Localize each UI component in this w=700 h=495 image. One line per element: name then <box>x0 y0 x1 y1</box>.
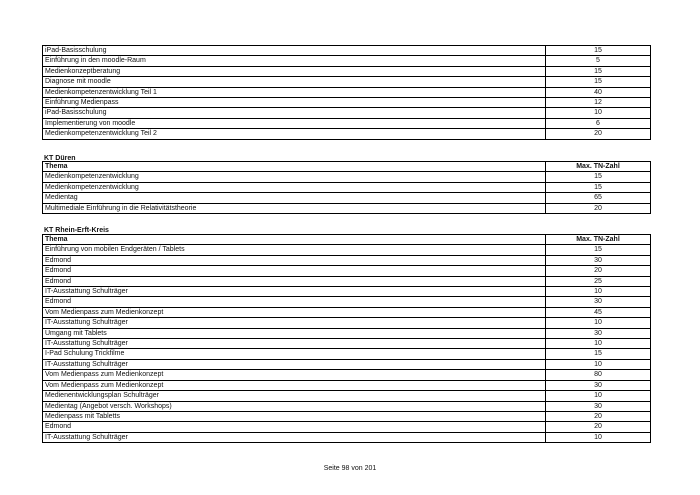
cell-max-tn-zahl: 10 <box>546 287 651 297</box>
cell-thema: Medienpass mit Tabletts <box>43 411 546 421</box>
table-row <box>43 380 651 390</box>
cell-thema: Medienkonzeptberatung <box>43 66 546 76</box>
cell-thema: Vom Medienpass zum Medienkonzept <box>43 307 546 317</box>
table-row <box>43 432 651 442</box>
cell-max-tn-zahl: 30 <box>546 401 651 411</box>
cell-thema: Umgang mit Tablets <box>43 328 546 338</box>
cell-thema: Vom Medienpass zum Medienkonzept <box>43 380 546 390</box>
cell-thema: iPad-Basisschulung <box>43 108 546 118</box>
cell-max-tn-zahl: 30 <box>546 380 651 390</box>
cell-max-tn-zahl: 20 <box>546 422 651 432</box>
cell-max-tn-zahl: 15 <box>546 245 651 255</box>
cell-max-tn-zahl: 15 <box>546 349 651 359</box>
cell-max-tn-zahl: 10 <box>546 339 651 349</box>
cell-thema: Edmond <box>43 255 546 265</box>
cell-thema: IT-Ausstattung Schulträger <box>43 432 546 442</box>
table-section-1 <box>42 45 651 140</box>
table-row <box>43 193 651 203</box>
cell-max-tn-zahl: 80 <box>546 370 651 380</box>
table-row <box>43 307 651 317</box>
table-row <box>43 108 651 118</box>
cell-thema: Medientag (Angebot versch. Workshops) <box>43 401 546 411</box>
cell-max-tn-zahl: 10 <box>546 391 651 401</box>
cell-max-tn-zahl: 40 <box>546 87 651 97</box>
cell-max-tn-zahl: 15 <box>546 77 651 87</box>
cell-max-tn-zahl: 20 <box>546 203 651 213</box>
page-footer: Seite 98 von 201 <box>323 465 377 472</box>
cell-max-tn-zahl: 5 <box>546 56 651 66</box>
column-header-thema: Thema <box>43 162 546 172</box>
cell-max-tn-zahl: 30 <box>546 297 651 307</box>
cell-thema: I-Pad Schulung Trickfilme <box>43 349 546 359</box>
cell-thema: IT-Ausstattung Schulträger <box>43 339 546 349</box>
cell-thema: Edmond <box>43 266 546 276</box>
cell-max-tn-zahl: 15 <box>546 46 651 56</box>
table-row <box>43 318 651 328</box>
table-kt-rhein-erft-kreis <box>42 234 651 443</box>
table-row <box>43 359 651 369</box>
column-header-max-tn-zahl: Max. TN-Zahl <box>546 235 651 245</box>
cell-thema: Edmond <box>43 422 546 432</box>
cell-thema: Diagnose mit moodle <box>43 77 546 87</box>
cell-max-tn-zahl: 15 <box>546 66 651 76</box>
table-row <box>43 401 651 411</box>
cell-max-tn-zahl: 20 <box>546 266 651 276</box>
cell-max-tn-zahl: 10 <box>546 432 651 442</box>
table-row <box>43 245 651 255</box>
cell-max-tn-zahl: 30 <box>546 328 651 338</box>
table-row <box>43 339 651 349</box>
cell-max-tn-zahl: 25 <box>546 276 651 286</box>
cell-max-tn-zahl: 15 <box>546 182 651 192</box>
column-header-max-tn-zahl: Max. TN-Zahl <box>546 162 651 172</box>
cell-thema: Edmond <box>43 297 546 307</box>
table-row <box>43 255 651 265</box>
cell-thema: Vom Medienpass zum Medienkonzept <box>43 370 546 380</box>
cell-thema: Medienkompetenzentwicklung Teil 1 <box>43 87 546 97</box>
cell-thema: Einführung von mobilen Endgeräten / Tablets <box>43 245 546 255</box>
table-row <box>43 129 651 139</box>
section-heading-kt-dueren: KT Düren <box>44 155 76 162</box>
cell-max-tn-zahl: 10 <box>546 359 651 369</box>
cell-thema: Medientag <box>43 193 546 203</box>
table-row <box>43 391 651 401</box>
table-header-row <box>43 235 651 245</box>
cell-thema: Medienkompetenzentwicklung <box>43 182 546 192</box>
table-body <box>43 172 651 214</box>
table-row <box>43 46 651 56</box>
table-row <box>43 276 651 286</box>
cell-max-tn-zahl: 15 <box>546 172 651 182</box>
table-row <box>43 87 651 97</box>
cell-thema: Medienkompetenzentwicklung <box>43 172 546 182</box>
cell-thema: Medienentwicklungsplan Schulträger <box>43 391 546 401</box>
cell-max-tn-zahl: 65 <box>546 193 651 203</box>
table-kt-dueren <box>42 161 651 214</box>
table-row <box>43 266 651 276</box>
table-body <box>43 245 651 443</box>
table-row <box>43 77 651 87</box>
cell-max-tn-zahl: 10 <box>546 108 651 118</box>
cell-thema: Implementierung von moodle <box>43 118 546 128</box>
table-row <box>43 118 651 128</box>
cell-thema: Einführung in den moodle-Raum <box>43 56 546 66</box>
cell-max-tn-zahl: 45 <box>546 307 651 317</box>
table-row <box>43 370 651 380</box>
cell-max-tn-zahl: 20 <box>546 411 651 421</box>
section-heading-kt-rhein-erft-kreis: KT Rhein-Erft-Kreis <box>44 227 109 234</box>
table-row <box>43 287 651 297</box>
cell-thema: Edmond <box>43 276 546 286</box>
cell-max-tn-zahl: 6 <box>546 118 651 128</box>
table-row <box>43 328 651 338</box>
table-row <box>43 172 651 182</box>
table-body <box>43 46 651 140</box>
cell-thema: IT-Ausstattung Schulträger <box>43 359 546 369</box>
cell-thema: Medienkompetenzentwicklung Teil 2 <box>43 129 546 139</box>
cell-thema: iPad-Basisschulung <box>43 46 546 56</box>
table-header-row <box>43 162 651 172</box>
table-row <box>43 422 651 432</box>
cell-max-tn-zahl: 20 <box>546 129 651 139</box>
cell-max-tn-zahl: 30 <box>546 255 651 265</box>
table-row <box>43 203 651 213</box>
table-row <box>43 411 651 421</box>
table-row <box>43 98 651 108</box>
cell-thema: Multimediale Einführung in die Relativitätstheorie <box>43 203 546 213</box>
table-row <box>43 182 651 192</box>
table-row <box>43 66 651 76</box>
cell-thema: IT-Ausstattung Schulträger <box>43 318 546 328</box>
table-row <box>43 297 651 307</box>
cell-thema: Einführung Medienpass <box>43 98 546 108</box>
cell-thema: IT-Ausstattung Schulträger <box>43 287 546 297</box>
column-header-thema: Thema <box>43 235 546 245</box>
cell-max-tn-zahl: 10 <box>546 318 651 328</box>
table-row <box>43 56 651 66</box>
table-row <box>43 349 651 359</box>
cell-max-tn-zahl: 12 <box>546 98 651 108</box>
